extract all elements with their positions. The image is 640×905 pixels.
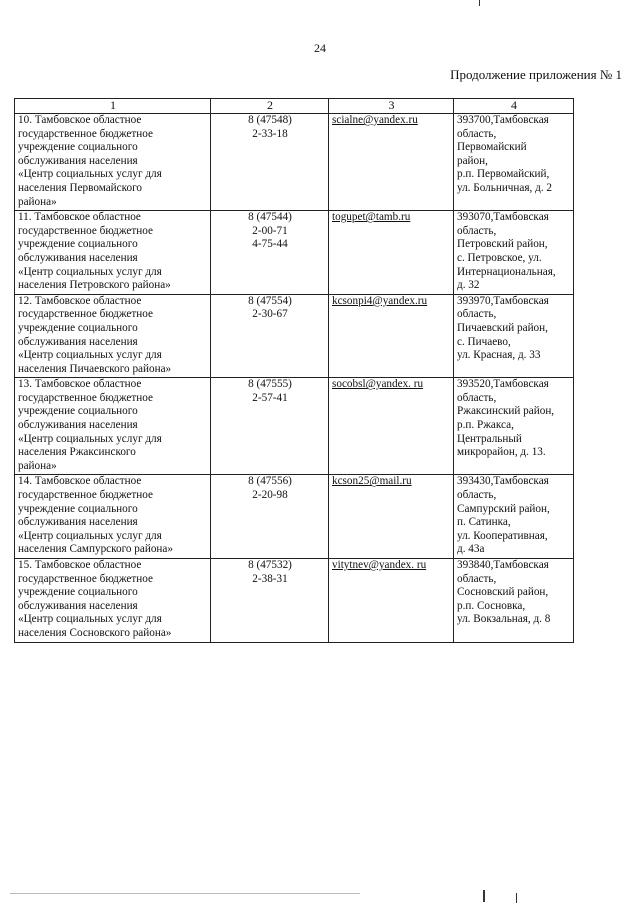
email-link[interactable]: kcsonpi4@yandex.ru	[332, 294, 428, 307]
phone-cell	[211, 114, 329, 211]
name-line: населения Ржаксинского	[18, 446, 136, 459]
email-cell	[329, 114, 454, 211]
institution-name	[15, 211, 211, 295]
institution-name	[15, 559, 211, 643]
name-line: обслуживания населения	[18, 419, 138, 432]
email-cell	[329, 559, 454, 643]
phone-cell	[211, 294, 329, 378]
phone-line: 2-57-41	[252, 391, 288, 404]
column-header-4: 4	[454, 99, 574, 114]
address-line: 393430,Тамбовская	[457, 475, 549, 488]
name-line: государственное бюджетное	[18, 224, 153, 237]
address-line: д. 43а	[457, 543, 485, 556]
name-line: государственное бюджетное	[18, 489, 153, 502]
address-cell	[454, 114, 574, 211]
phone-line: 2-20-98	[252, 489, 288, 502]
address-line: область,	[457, 572, 497, 585]
address-line: ул. Вокзальная, д. 8	[457, 613, 551, 626]
table-row	[15, 378, 574, 475]
address-line: область,	[457, 391, 497, 404]
name-line: населения Сампурского района»	[18, 543, 173, 556]
address-line: ул. Красная, д. 33	[457, 349, 541, 362]
phone-line: 2-00-71	[252, 224, 288, 237]
address-line: 393840,Тамбовская	[457, 559, 549, 571]
address-line: район,	[457, 154, 488, 167]
phone-line: 8 (47548)	[248, 114, 292, 126]
name-line: обслуживания населения	[18, 251, 138, 264]
address-line: с. Пичаево,	[457, 335, 511, 348]
scan-artifact	[483, 890, 485, 902]
address-cell	[454, 559, 574, 643]
scan-artifact	[479, 0, 480, 6]
name-line: государственное бюджетное	[18, 308, 153, 321]
name-line: 14. Тамбовское областное	[18, 475, 142, 488]
phone-line: 8 (47556)	[248, 475, 292, 488]
address-line: ул. Кооперативная,	[457, 529, 548, 542]
phone-line: 4-75-44	[252, 238, 288, 251]
table-header-row	[15, 99, 574, 114]
address-line: 393070,Тамбовская	[457, 211, 549, 224]
name-line: учреждение социального	[18, 586, 138, 599]
address-line: п. Сатинка,	[457, 516, 511, 529]
address-line: р.п. Ржакса,	[457, 419, 514, 432]
phone-line: 2-30-67	[252, 308, 288, 321]
phone-line: 8 (47554)	[248, 294, 292, 307]
institution-name	[15, 378, 211, 475]
name-line: 15. Тамбовское областное	[18, 559, 142, 571]
email-cell	[329, 211, 454, 295]
name-line: «Центр социальных услуг для	[18, 613, 162, 626]
address-cell	[454, 475, 574, 559]
email-cell	[329, 294, 454, 378]
name-line: учреждение социального	[18, 502, 138, 515]
name-line: района»	[18, 459, 57, 472]
name-line: «Центр социальных услуг для	[18, 529, 162, 542]
address-line: 393700,Тамбовская	[457, 114, 549, 126]
institution-name	[15, 114, 211, 211]
appendix-title: Продолжение приложения № 1	[450, 67, 622, 82]
name-line: учреждение социального	[18, 141, 138, 154]
institutions-table	[14, 98, 574, 643]
email-link[interactable]: scialne@yandex.ru	[332, 114, 418, 126]
email-link[interactable]: togupet@tamb.ru	[332, 211, 411, 224]
address-line: ул. Больничная, д. 2	[457, 181, 553, 194]
address-line: Ржаксинский район,	[457, 405, 555, 418]
phone-cell	[211, 475, 329, 559]
email-cell	[329, 475, 454, 559]
name-line: «Центр социальных услуг для	[18, 168, 162, 181]
phone-line: 8 (47555)	[248, 378, 292, 391]
column-header-1: 1	[15, 99, 211, 114]
address-cell	[454, 294, 574, 378]
address-line: область,	[457, 127, 497, 140]
name-line: «Центр социальных услуг для	[18, 265, 162, 278]
table-row	[15, 211, 574, 295]
address-line: р.п. Первомайский,	[457, 168, 550, 181]
name-line: учреждение социального	[18, 321, 138, 334]
address-line: 393520,Тамбовская	[457, 378, 549, 391]
name-line: государственное бюджетное	[18, 127, 153, 140]
address-cell	[454, 211, 574, 295]
name-line: обслуживания населения	[18, 335, 138, 348]
name-line: населения Петровского района»	[18, 279, 171, 292]
email-cell	[329, 378, 454, 475]
phone-cell	[211, 559, 329, 643]
name-line: 10. Тамбовское областное	[18, 114, 142, 126]
phone-cell	[211, 378, 329, 475]
address-line: 393970,Тамбовская	[457, 294, 549, 307]
address-line: Пичаевский район,	[457, 321, 548, 334]
name-line: обслуживания населения	[18, 154, 138, 167]
name-line: 11. Тамбовское областное	[18, 211, 141, 224]
email-link[interactable]: vitytnev@yandex. ru	[332, 559, 427, 571]
name-line: государственное бюджетное	[18, 391, 153, 404]
address-line: микрорайон, д. 13.	[457, 446, 546, 459]
phone-line: 2-33-18	[252, 127, 288, 140]
phone-line: 8 (47544)	[248, 211, 292, 224]
name-line: населения Пичаевского района»	[18, 362, 172, 375]
address-line: область,	[457, 308, 497, 321]
name-line: учреждение социального	[18, 405, 138, 418]
table-row	[15, 294, 574, 378]
scan-artifact	[10, 893, 360, 894]
column-header-2: 2	[211, 99, 329, 114]
institution-name	[15, 475, 211, 559]
name-line: 13. Тамбовское областное	[18, 378, 142, 391]
scan-artifact	[516, 893, 517, 903]
address-line: Интернациональная,	[457, 265, 556, 278]
name-line: населения Сосновского района»	[18, 626, 172, 639]
address-line: область,	[457, 489, 497, 502]
name-line: 12. Тамбовское областное	[18, 294, 142, 307]
name-line: района»	[18, 195, 57, 208]
address-line: Сосновский район,	[457, 586, 549, 599]
table-body	[15, 114, 574, 643]
phone-line: 8 (47532)	[248, 559, 292, 571]
email-link[interactable]: socobsl@yandex. ru	[332, 378, 424, 391]
page-number: 24	[314, 41, 326, 55]
email-link[interactable]: kcson25@mail.ru	[332, 475, 412, 488]
name-line: государственное бюджетное	[18, 572, 153, 585]
address-line: Сампурский район,	[457, 502, 550, 515]
address-line: область,	[457, 224, 497, 237]
table-row	[15, 114, 574, 211]
address-cell	[454, 378, 574, 475]
address-line: д. 32	[457, 279, 480, 292]
address-line: р.п. Сосновка,	[457, 599, 526, 612]
name-line: учреждение социального	[18, 238, 138, 251]
name-line: обслуживания населения	[18, 516, 138, 529]
institution-name	[15, 294, 211, 378]
column-header-3: 3	[329, 99, 454, 114]
address-line: Первомайский	[457, 141, 527, 154]
name-line: «Центр социальных услуг для	[18, 432, 162, 445]
name-line: населения Первомайского	[18, 181, 142, 194]
phone-cell	[211, 211, 329, 295]
name-line: «Центр социальных услуг для	[18, 349, 162, 362]
table-row	[15, 475, 574, 559]
phone-line: 2-38-31	[252, 572, 288, 585]
table-row	[15, 559, 574, 643]
address-line: с. Петровское, ул.	[457, 251, 542, 264]
name-line: обслуживания населения	[18, 599, 138, 612]
address-line: Центральный	[457, 432, 522, 445]
address-line: Петровский район,	[457, 238, 548, 251]
